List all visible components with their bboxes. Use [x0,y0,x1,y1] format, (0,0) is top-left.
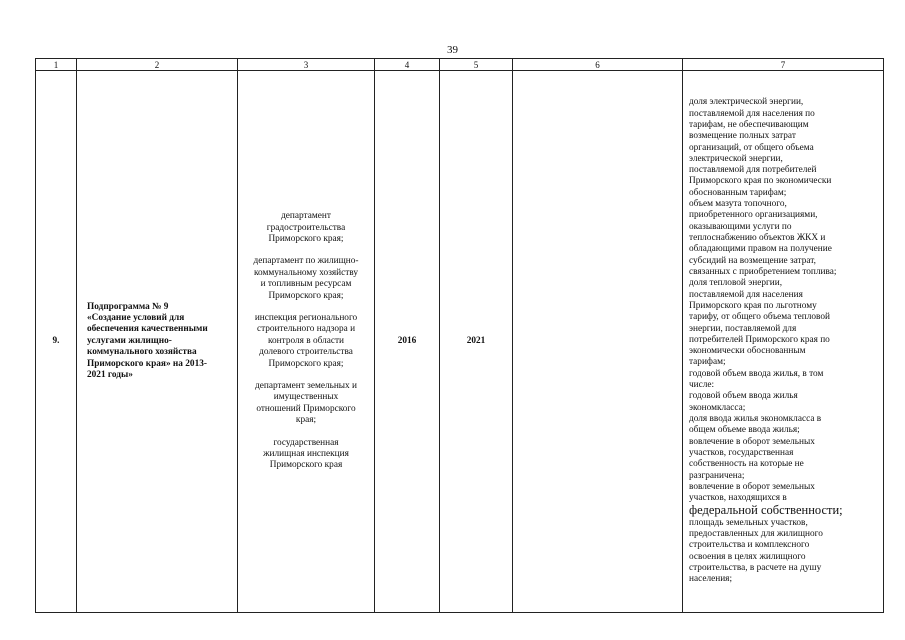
program-table [35,58,884,613]
indicators-part-1: доля электрической энергии, поставляемой для населения по тарифам, не обеспечивающим возмещение полных затрат организаций, от общего объема электрической энергии, поставляемой для потребителей Приморского края по экономически обоснованным тарифам; объем мазута топочного, приобретенного организациями, оказывающими услуги по теплоснабжению объектов ЖКХ и обладающими правом на получение субсидий на возмещение затрат, связанных с приобретением топлива; доля тепловой энергии, поставляемой для населения Приморского края по льготному тарифу, от общего объема тепловой энергии, поставляемой для потребителей Приморского края по экономически обоснованным тарифам; годовой объем ввода жилья, в том числе: годовой объем ввода жилья экономкласса; доля ввода жилья экономкласса в общем объеме ввода жилья; вовлечение в оборот земельных участков, государственная собственность на которые не разграничена; вовлечение в оборот земельных участков, находящихся в [689,97,837,504]
subprogram-title: Подпрограмма № 9 «Создание условий для обеспечения качественными услугами жилищно- коммунального хозяйства Приморского края» на 2013- 2021 годы» [87,301,208,381]
executor-item: департамент градостроительства Приморского края; [266,211,346,244]
header-col-2: 2 [77,59,238,71]
header-col-1: 1 [36,59,77,71]
indicators-federal-property: федеральной собственности; [689,502,843,517]
executors-cell [238,71,375,613]
header-col-7: 7 [683,59,884,71]
header-col-6: 6 [513,59,683,71]
executors-list [238,211,374,472]
start-year-cell: 2016 [375,71,440,613]
executor-item: государственная жилищная инспекция Приморского края [263,437,349,471]
header-col-4: 4 [375,59,440,71]
end-year-cell: 2021 [440,71,513,613]
header-col-5: 5 [440,59,513,71]
row-number-cell: 9. [36,71,77,613]
executor-item: инспекция регионального строительного надзора и контроля в области долевого строительства Приморского края; [254,312,358,369]
executor-item: департамент по жилищно- коммунальному хозяйству и топливным ресурсам Приморского края; [253,256,359,301]
header-col-3: 3 [238,59,375,71]
page-number: 39 [447,44,458,56]
indicators-text [683,97,883,585]
executor-item: департамент земельных и имущественных отношений Приморского края; [254,381,358,426]
column-6-cell [513,71,683,613]
indicators-part-2: площадь земельных участков, предоставленных для жилищного строительства и комплексного освоения в целях жилищного строительства, в расчете на душу населения; [689,517,823,585]
table-header-row [36,59,884,71]
table-row [36,71,884,613]
subprogram-cell [77,71,238,613]
indicators-cell [683,71,884,613]
